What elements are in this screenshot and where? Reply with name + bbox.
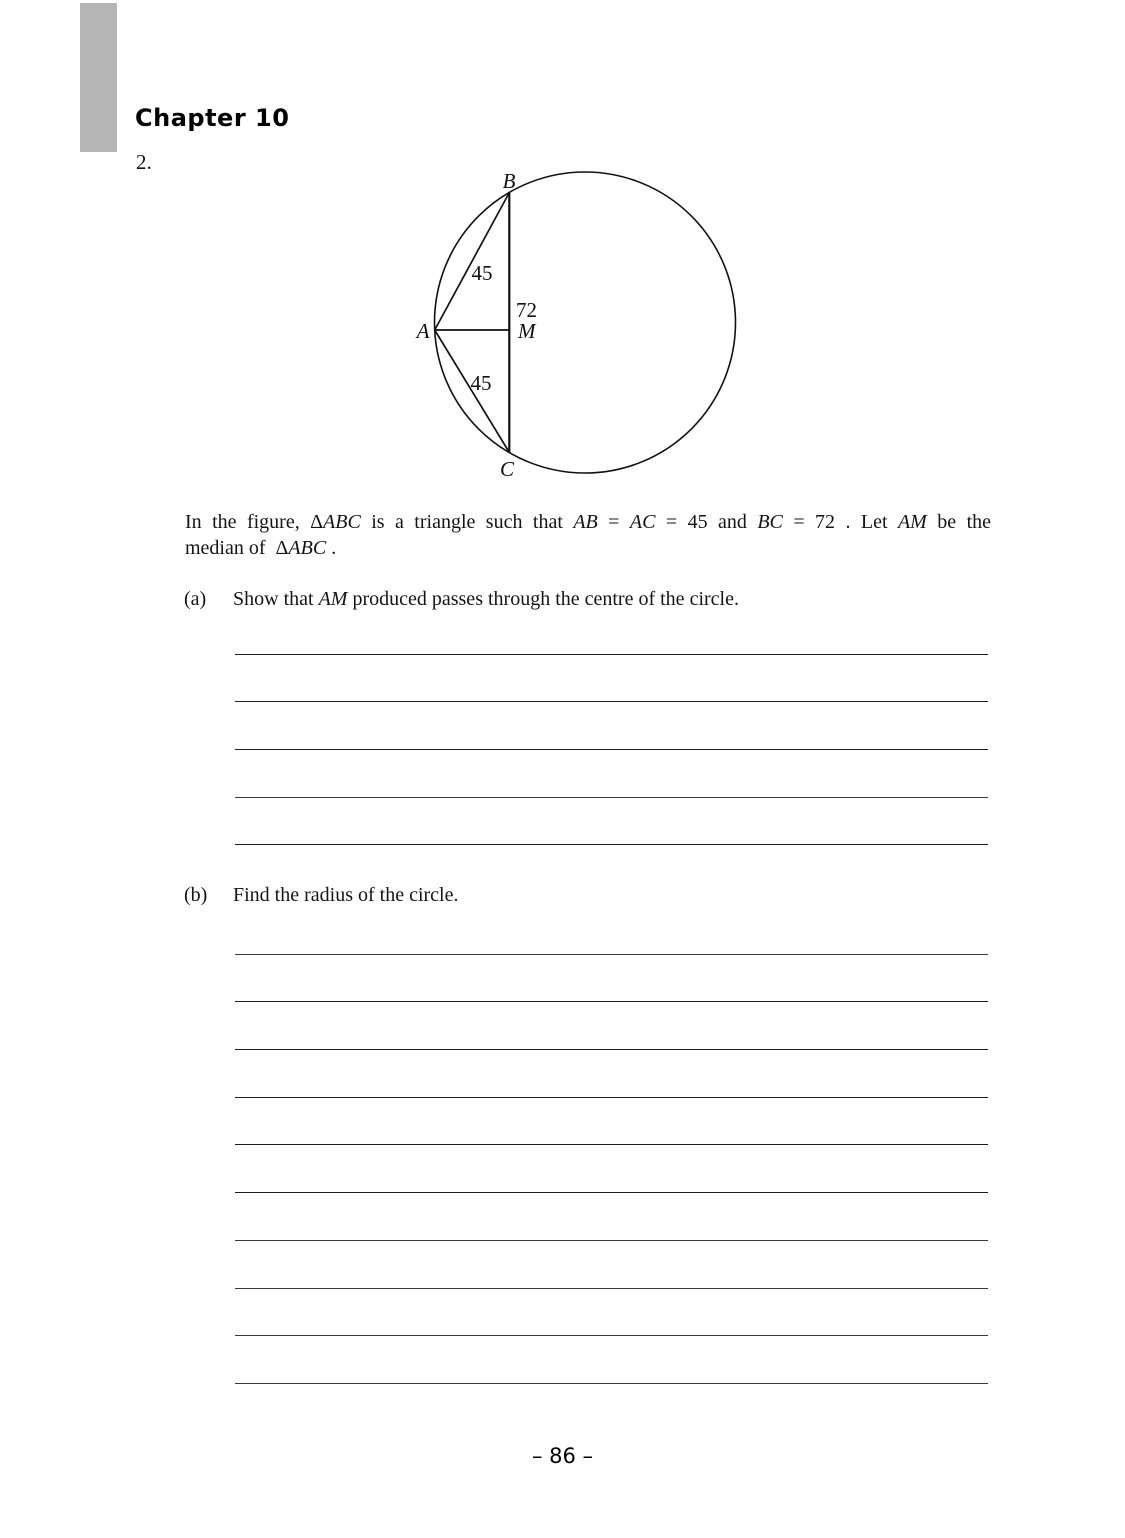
label-AB-45: 45 [471,261,493,285]
text-segment: AM [318,588,348,610]
answer-line [235,1098,988,1146]
text-segment: = 45 and [655,511,758,533]
text-segment: ABC [288,537,327,559]
intro-line-1 [185,509,991,535]
intro-line-2 [185,535,991,561]
answer-line [235,1145,988,1193]
text-segment: Δ [275,537,289,559]
text-segment: = [597,511,630,533]
question-number: 2. [136,150,152,174]
question-intro [185,509,991,561]
chapter-title: Chapter 10 [135,104,290,132]
circle [435,172,736,473]
label-A: A [416,319,430,343]
label-B: B [502,169,516,193]
text-segment: AM [897,511,927,533]
answer-line [235,750,988,798]
text-segment: Δ [310,511,324,533]
answer-line [235,1241,988,1289]
text-segment: BC [757,511,783,533]
text-segment: Show that [233,588,319,610]
text-segment: In the figure, [185,511,311,533]
page-number: – 86 – [531,1444,594,1468]
label-M: M [518,319,536,343]
figure-svg [408,158,752,494]
text-segment: . [326,537,337,559]
part-b-text [233,885,459,906]
text-segment: produced passes through the centre of the circle. [347,588,739,610]
text-segment: be the [926,511,992,533]
answer-line [235,1336,988,1384]
answer-line [235,1289,988,1337]
part-b-answer-lines [235,907,988,1384]
text-segment: AC [629,511,656,533]
label-C: C [499,457,515,481]
text-segment: Find the radius of the circle. [233,884,459,906]
label-AC-45: 45 [470,371,492,395]
answer-line [235,1050,988,1098]
answer-line [235,1002,988,1050]
text-segment: = 72 . Let [782,511,898,533]
chapter-sidebar-bar [80,3,117,152]
part-a-answer-lines [235,607,988,845]
text-segment: is a triangle such that [360,511,574,533]
part-a-label: (a) [184,588,207,610]
text-segment: AB [573,511,598,533]
answer-line [235,798,988,846]
text-segment: ABC [323,511,361,533]
circle-triangle-figure [408,158,752,494]
answer-line [235,1193,988,1241]
text-segment: median of [185,537,276,559]
answer-line [235,607,988,655]
part-b-label: (b) [184,884,208,906]
answer-line [235,655,988,703]
answer-line [235,907,988,955]
answer-line [235,955,988,1003]
label-BM-72: 72 [516,298,537,322]
answer-line [235,702,988,750]
